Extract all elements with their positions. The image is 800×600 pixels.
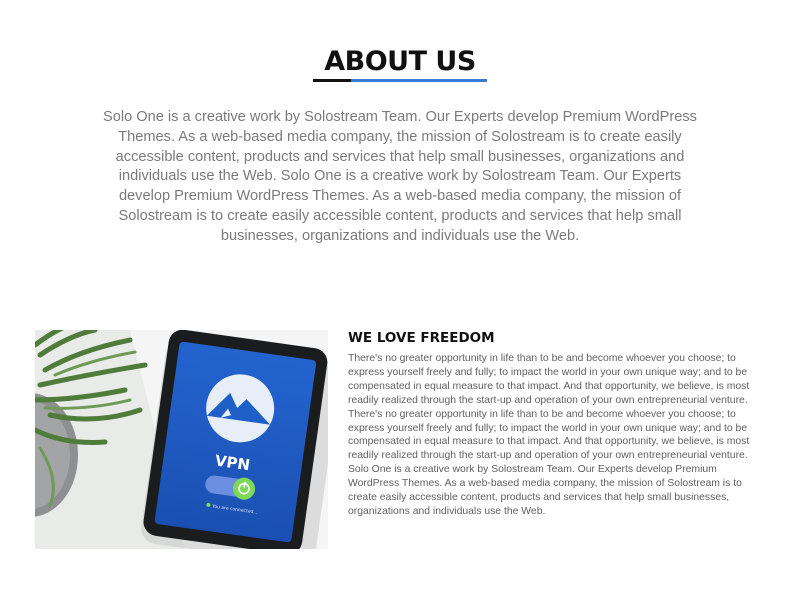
title-underline-accent: [351, 79, 487, 82]
about-us-paragraph: Solo One is a creative work by Solostream Team. Our Experts develop Premium WordPress Themes. As a web-based media company, the mission of Solostream is to create easily accessible content, products and services that help small businesses, organizations and individuals use the Web. Solo One is a creative work by Solostream Team. Our Experts develop Premium WordPress Themes. As a web-based media company, the mission of Solostream is to create easily accessible content, products and services that help small businesses, organizations and individuals use the Web.: [103, 109, 697, 244]
vpn-tablet-illustration: [35, 330, 328, 549]
vpn-app-label: VPN: [213, 451, 252, 475]
feature-text-block: [348, 330, 768, 519]
title-underline-dark: [313, 79, 351, 82]
feature-heading: WE LOVE FREEDOM: [348, 330, 495, 346]
about-us-title: ABOUT US: [324, 46, 476, 77]
vpn-tablet-image: [35, 330, 328, 549]
feature-body: There's no greater opportunity in life than to be and become whoever you choose; to express yourself freely and fully; to impact the world in your own unique way; and to be compensated in equal measure to that impact. And that opportunity, we believe, is most readily realized through the start-up and operation of your own entrepreneurial venture. There's no greater opportunity in life than to be and become whoever you choose; to express yourself freely and fully; to impact the world in your own unique way; and to be compensated in equal measure to that impact. And that opportunity, we believe, is most readily realized through the start-up and operation of your own entrepreneurial venture. Solo One is a creative work by Solostream Team. Our Experts develop Premium WordPress Themes. As a web-based media company, the mission of Solostream is to create easily accessible content, products and services that help small businesses, organizations and individuals use the Web.: [348, 353, 750, 517]
vpn-status-text: You are connected...: [211, 504, 258, 516]
